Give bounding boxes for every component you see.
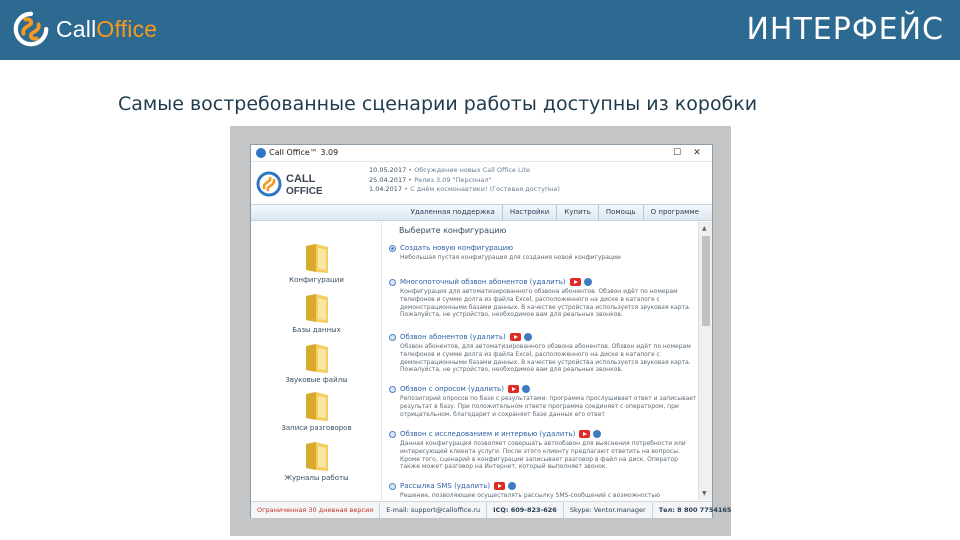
- call-office-app-logo-icon: [255, 169, 351, 199]
- scenario-title[interactable]: Рассылка SMS (удалить): [400, 482, 491, 490]
- menu-help[interactable]: Помощь: [598, 205, 643, 220]
- scenario-description: Репозиторий опросов по базе с результатами: программа прослушивает ответ и записывает результат в базу. При положительном ответе программа соединяет с оператором, при отрицательном, благодарит и сохраняет базе данных его ответ: [400, 395, 697, 418]
- brand-name: [56, 16, 157, 43]
- globe-icon[interactable]: [584, 278, 592, 286]
- trial-status[interactable]: Ограниченная 30 дневная версия: [257, 505, 374, 514]
- youtube-icon[interactable]: [508, 385, 519, 393]
- globe-icon[interactable]: [593, 430, 601, 438]
- scroll-down-icon[interactable]: ▼: [702, 490, 707, 497]
- close-icon[interactable]: ✕: [693, 148, 701, 158]
- radio-button[interactable]: [389, 431, 396, 438]
- folders-pane: [251, 222, 382, 500]
- app-menu-bar: [251, 204, 712, 221]
- calloffice-logo-icon: [12, 10, 50, 48]
- app-titlebar: [251, 145, 712, 162]
- maximize-icon[interactable]: ☐: [672, 148, 682, 158]
- folder-icon: [304, 292, 330, 324]
- globe-icon[interactable]: [522, 385, 530, 393]
- youtube-icon[interactable]: [510, 333, 521, 341]
- youtube-icon[interactable]: [494, 482, 505, 490]
- scenario-title[interactable]: Обзвон абонентов (удалить): [400, 333, 506, 341]
- app-icon: [256, 148, 266, 158]
- folder-call-recordings[interactable]: Записи разговоров: [251, 390, 382, 440]
- folder-icon: [304, 342, 330, 374]
- scenario-title[interactable]: Многопоточный обзвон абонентов (удалить): [400, 278, 566, 286]
- support-email[interactable]: E-mail: support@calloffice.ru: [379, 503, 486, 518]
- globe-icon[interactable]: [508, 482, 516, 490]
- scenario-description: Конфигурация для автоматизированного обзвона абонентов. Обзвон идёт по номерам телефонов и сумме долга из файла Excel, расположенного на диске в каталоге с демонстрационными базами данных. В качестве устройства используется звуковая карта. Пожалуйста, не устройство, необходимое вам для реальных звонков.: [400, 288, 691, 319]
- scenario-description: Небольшая пустая конфигурация для создания новой конфигурации: [400, 254, 621, 261]
- app-window: [250, 144, 732, 518]
- scenario-item[interactable]: [389, 242, 699, 262]
- scroll-up-icon[interactable]: ▲: [702, 225, 707, 232]
- skype-contact: Skype: Ventor.manager: [563, 503, 652, 518]
- youtube-icon[interactable]: [570, 278, 581, 286]
- news-item[interactable]: 25.04.2017 • Релиз 3.09 "Персонал": [369, 175, 492, 184]
- menu-buy[interactable]: Купить: [556, 205, 597, 220]
- scenario-item[interactable]: [389, 276, 699, 319]
- youtube-icon[interactable]: [579, 430, 590, 438]
- scenario-description: Данная конфигурация позволяет совершать автообзвон для выяснения потребности или интересующей клиента услуги. После этого клиенту предлагают ответить на вопросы. Кроме того, сценарий в конфигурации записывает разговор в файл на диск. Оператор также может разговор на Интернет, который выполняет звонок.: [400, 440, 686, 471]
- folder-configurations[interactable]: Конфигурации: [251, 242, 382, 292]
- radio-button[interactable]: [389, 386, 396, 393]
- status-bar: [251, 501, 732, 518]
- icq-contact: ICQ: 609-823-626: [486, 503, 563, 518]
- brand-name-part1: Call: [56, 15, 97, 42]
- menu-remote-support[interactable]: Удаленная поддержка: [410, 208, 495, 216]
- folder-icon: [304, 242, 330, 274]
- news-item[interactable]: 1.04.2017 • С днём космонавтики! (Гостевая доступна): [369, 185, 560, 193]
- folder-icon: [304, 390, 330, 422]
- phone-contact: Тел: 8 800 7754165: [652, 503, 738, 518]
- menu-about[interactable]: О программе: [643, 205, 706, 220]
- scenario-item[interactable]: [389, 383, 699, 418]
- scenario-item[interactable]: [389, 428, 699, 471]
- app-window-title: Call Office™ 3.09: [269, 148, 339, 157]
- radio-button[interactable]: [389, 334, 396, 341]
- radio-button[interactable]: [389, 279, 396, 286]
- scenario-item[interactable]: [389, 331, 699, 374]
- globe-icon[interactable]: [524, 333, 532, 341]
- slide-section-title: ИНТЕРФЕЙС: [746, 12, 944, 47]
- scenario-description: Решение, позволяющее осуществлять рассылку SMS-сообщений с возможностью: [400, 492, 661, 499]
- slide-subtitle: Самые востребованные сценарии работы доступны из коробки: [118, 93, 758, 115]
- menu-settings[interactable]: Настройки: [502, 205, 557, 220]
- radio-button[interactable]: [389, 483, 396, 490]
- scroll-thumb[interactable]: [702, 236, 710, 326]
- scenario-title[interactable]: Обзвон с исследованием и интервью (удалить): [400, 430, 576, 438]
- news-list: [369, 166, 699, 195]
- news-item[interactable]: 10.05.2017 • Обсуждение новых Call Office Lite: [369, 166, 530, 174]
- brand-name-part2: Office: [96, 15, 158, 42]
- folder-work-logs[interactable]: Журналы работы: [251, 440, 382, 490]
- radio-button[interactable]: [389, 245, 396, 252]
- scenario-description: Обзвон абонентов, для автоматизированного обзвона абонентов. Обзвон идёт по номерам телефонов и сумме долга из файла Excel, расположенного на диске в каталоге с демонстрационными базами данных. В качестве устройства используется звуковая карта. Пожалуйста, не устройство, необходимое вам для реальных звонков.: [400, 343, 691, 374]
- scenarios-pane: [383, 222, 699, 500]
- scenario-item[interactable]: [389, 480, 699, 500]
- scenario-title[interactable]: Обзвон с опросом (удалить): [400, 385, 505, 393]
- app-header: [251, 163, 712, 203]
- scenario-title[interactable]: Создать новую конфигурацию: [400, 244, 514, 252]
- app-logo-line1: CALL: [286, 173, 316, 185]
- folder-databases[interactable]: Базы данных: [251, 292, 382, 342]
- header-bar: [0, 0, 960, 60]
- folder-sound-files[interactable]: Звуковые файлы: [251, 342, 382, 392]
- folder-icon: [304, 440, 330, 472]
- pane-title: Выберите конфигурацию: [399, 226, 507, 235]
- brand: [12, 10, 157, 48]
- vertical-scrollbar[interactable]: [698, 222, 712, 500]
- app-logo-line2: OFFICE: [286, 186, 323, 197]
